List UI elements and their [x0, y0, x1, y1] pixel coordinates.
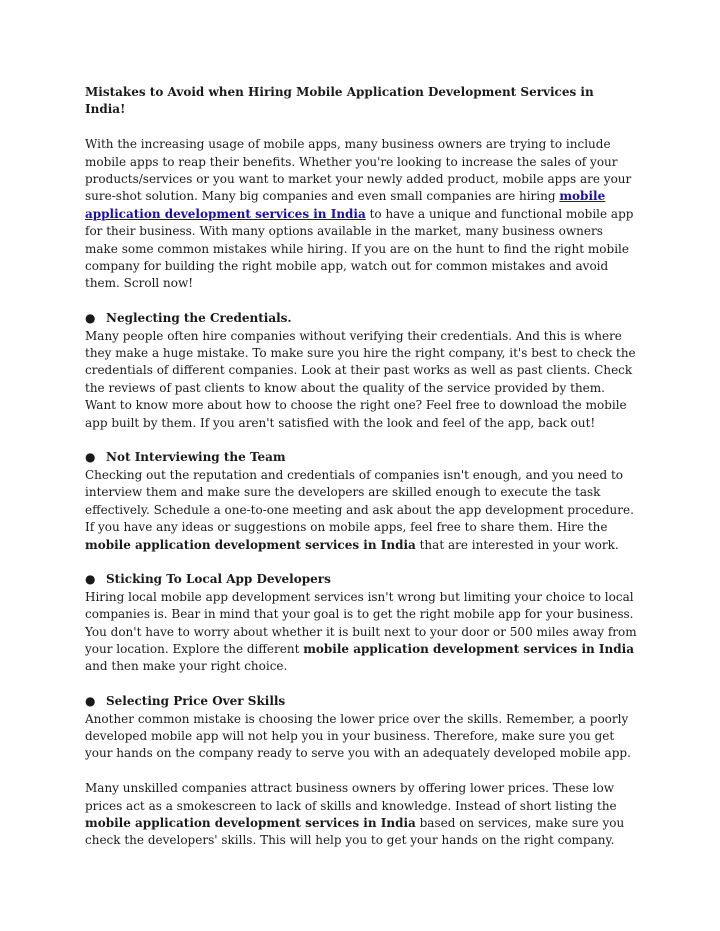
section-heading-interviewing — [85, 449, 637, 466]
bullet-icon: ● — [85, 572, 96, 587]
closing-text-before: Many unskilled companies attract business owners by offering lower prices. These low prices act as a smokescreen to lack of skills and knowledge. Instead of short listing the — [85, 781, 617, 813]
closing-paragraph — [85, 780, 637, 850]
section-body-interviewing — [85, 467, 637, 554]
section-heading-credentials — [85, 310, 637, 327]
section-heading-local-developers — [85, 571, 637, 588]
section-body-price: Another common mistake is choosing the lower price over the skills. Remember, a poorly developed mobile app will not help you in your business. Therefore, make sure you get your hands on the company ready to serve you with an adequately developed mobile app. — [85, 711, 631, 761]
intro-text-after: to have a unique and functional mobile app for their business. With many options available in the market, many business owners make some common mistakes while hiring. If you are on the hunt to find the right mobile company for building the right mobile app, watch out for common mistakes and avoid them. Scroll now! — [85, 206, 634, 291]
intro-paragraph — [85, 136, 637, 293]
body-text-after: and then make your right choice. — [85, 659, 288, 674]
bullet-icon: ● — [85, 450, 96, 465]
document-title: Mistakes to Avoid when Hiring Mobile Application Development Services in India! — [85, 85, 594, 117]
body-text-bold: mobile application development services in India — [303, 641, 634, 656]
body-text-bold: mobile application development services in India — [85, 537, 416, 552]
section-body-local-developers — [85, 589, 637, 676]
bullet-icon: ● — [85, 694, 96, 709]
section-heading-price — [85, 693, 637, 710]
closing-text-bold: mobile application development services in India — [85, 815, 416, 830]
intro-text-before: With the increasing usage of mobile apps, many business owners are trying to include mobile apps to reap their benefits. Whether you're looking to increase the sales of your products/services or you want to market your newly added product, mobile apps are your sure-shot solution. Many big companies and even small companies are hiring — [85, 137, 632, 204]
section-heading-text: Sticking To Local App Developers — [106, 572, 331, 587]
body-text-before: Hiring local mobile app development services isn't wrong but limiting your choice to local companies is. Bear in mind that your goal is to get the right mobile app for your business. You don't have to worry about whether it is built next to your door or 500 miles away from your location. Explore the different — [85, 589, 637, 656]
bullet-icon: ● — [85, 311, 96, 326]
closing-text-after: based on services, make sure you check the developers' skills. This will help you to get your hands on the right company. — [85, 815, 625, 848]
section-body-credentials: Many people often hire companies without verifying their credentials. And this is where they make a huge mistake. To make sure you hire the right company, it's best to check the credentials of different companies. Look at their past works as well as past clients. Check the reviews of past clients to know about the quality of the service provided by them. Want to know more about how to choose the right one? Feel free to download the mobile app built by them. If you aren't satisfied with the look and feel of the app, back out! — [85, 328, 636, 430]
section-heading-text: Selecting Price Over Skills — [106, 694, 286, 709]
body-text-before: Checking out the reputation and credentials of companies isn't enough, and you need to interview them and make sure the developers are skilled enough to execute the task effectively. Schedule a one-to-one meeting and ask about the app development procedure. If you have any ideas or suggestions on mobile apps, feel free to share them. Hire the — [85, 467, 634, 535]
services-link[interactable]: mobile application development services in India — [85, 189, 606, 221]
section-heading-text: Not Interviewing the Team — [106, 450, 286, 465]
body-text-after: that are interested in your work. — [415, 537, 619, 552]
section-heading-text: Neglecting the Credentials. — [106, 311, 292, 326]
document-page — [85, 84, 637, 867]
